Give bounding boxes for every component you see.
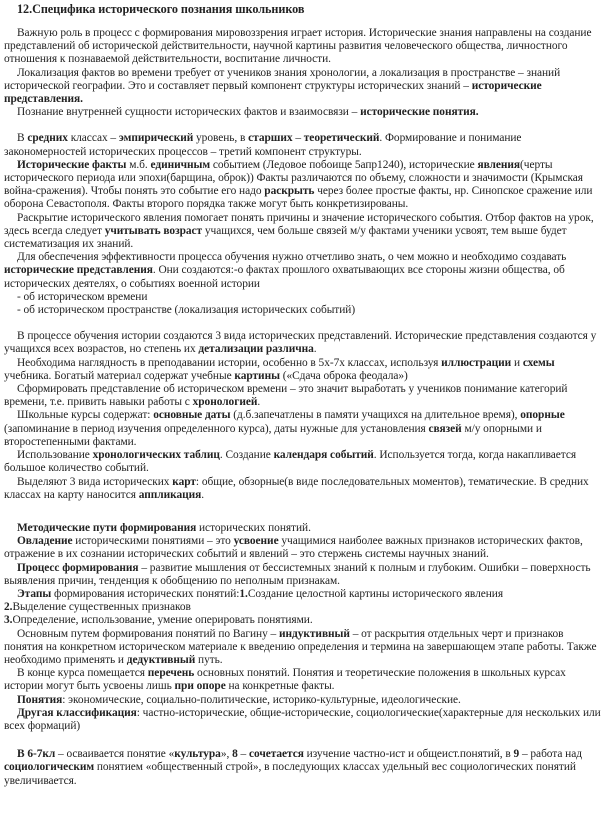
stage-item-3: [4, 614, 604, 627]
bold-term: индуктивный: [278, 627, 350, 640]
bold-term: картины: [234, 369, 280, 382]
text-run: м.б.: [126, 158, 151, 171]
bold-term: 9: [513, 748, 520, 761]
text-run: историческими понятиями – это: [72, 535, 234, 548]
paragraph-concept-types: [4, 694, 604, 707]
text-run: Определение, использование, умение оперировать понятиями.: [12, 614, 313, 627]
text-run: »,: [220, 748, 233, 761]
bold-term: карт: [172, 475, 196, 488]
text-run: . Создание: [219, 449, 274, 462]
text-run: основных понятий. Понятия и теоретические положения в школьных курсах истории могут быть усвоены лишь: [4, 667, 566, 693]
bold-term: сочетается: [248, 748, 304, 761]
bold-term: хронологических таблиц: [92, 449, 220, 462]
paragraph-levels: [4, 132, 604, 158]
bold-term: средних: [27, 132, 68, 145]
paragraph-three-kinds: [4, 330, 604, 356]
bold-term: перечень: [147, 667, 195, 680]
text-run: формирования исторических понятий:: [51, 587, 240, 600]
text-run: м/у опорными и второстепенными фактами.: [4, 422, 542, 448]
text-run: : частно-исторические, общие-исторические, социологические(характерные для нескольких или всех формаций): [4, 706, 601, 732]
bold-term: Этапы: [17, 587, 52, 600]
paragraph-stages: [4, 588, 604, 601]
text-run: уровень, в: [193, 132, 249, 145]
text-run: – работа над: [519, 748, 582, 761]
text-run: - об историческом пространстве (локализация исторических событий): [17, 304, 356, 317]
bold-term: дедуктивный: [126, 653, 196, 666]
paragraph-time-representation: [4, 383, 604, 409]
text-run: Выделяют 3 вида исторических: [17, 475, 173, 488]
bold-term: Овладение: [17, 535, 73, 548]
bold-term: Методические пути формирования: [17, 521, 197, 534]
bold-term: исторические представления: [4, 264, 153, 277]
text-run: и: [511, 356, 523, 369]
text-run: - об историческом времени: [17, 290, 148, 303]
bold-term: календаря событий: [273, 449, 374, 462]
bold-term: Другая классификация: [17, 706, 137, 719]
text-run: на конкретные факты.: [225, 680, 335, 693]
paragraph-concept-list: [4, 667, 604, 693]
text-run: . Используется тогда, когда накапливается большое количество событий.: [4, 449, 577, 475]
bold-term: Процесс формирования: [17, 561, 139, 574]
text-run: понятием «общественный строй», в последующих классах удельный вес социологических понятий увеличивается.: [4, 761, 576, 787]
bold-term: 1.: [239, 587, 248, 600]
text-run: исторических понятий.: [196, 521, 311, 534]
text-run: .: [201, 488, 205, 501]
bold-term: Исторические факты: [17, 158, 127, 171]
text-run: Необходима наглядность в преподавании истории, особенно в 5х-7х классах, используя: [17, 356, 442, 369]
bold-term: явления: [477, 158, 521, 171]
text-run: : общие, обзорные(в виде последовательных моментов), тематические. В средних классах на карту наносится: [4, 475, 589, 501]
paragraph-inductive-path: [4, 628, 604, 668]
document-page: [4, 3, 604, 788]
text-run: путь.: [195, 653, 223, 666]
bold-term: исторические понятия.: [360, 106, 479, 119]
bold-term: опорные: [520, 409, 565, 422]
text-run: – осваивается понятие «: [55, 748, 175, 761]
paragraph-maps: [4, 476, 604, 502]
text-run: Создание целостной картины исторического явления: [247, 587, 504, 600]
text-run: В: [17, 132, 28, 145]
text-run: (запоминание в период изучения определенного курса), даты нужные для установления: [4, 422, 429, 435]
paragraph-formation-process: [4, 562, 604, 588]
bold-term: хронологией: [192, 396, 258, 409]
bold-term: детализации различна: [198, 343, 314, 356]
bold-term: учитывать возраст: [104, 224, 203, 237]
text-run: В конце курса помещается: [17, 667, 148, 680]
bold-term: 3.: [4, 614, 13, 627]
text-run: Раскрытие исторического явления помогает понять причины и значение исторического события. Отбор фактов на урок, здесь всегда следует: [4, 211, 594, 237]
bold-term: культура: [174, 748, 221, 761]
text-run: Выделение существенных признаков: [12, 601, 191, 614]
bold-term: связей: [428, 422, 462, 435]
bold-term: эмпирический: [118, 132, 194, 145]
text-run: учебника. Богатый материал содержат учебные: [4, 369, 235, 382]
bold-term: усвоение: [233, 535, 279, 548]
paragraph-grades: [4, 748, 604, 788]
list-item-space: [4, 304, 604, 317]
text-run: учащихся, чем больше связей м/у фактами ученики усвоят, тем выше будет систематизация их знаний.: [4, 224, 567, 251]
paragraph-historical-facts: [4, 159, 604, 212]
bold-term: 8: [232, 748, 238, 761]
text-run: . Они создаются:-о фактах прошлого охватывающих все стороны жизни общества, об исторических деятелях, о событиях военной истории: [4, 264, 565, 290]
text-run: Важную роль в процесс с формирования мировоззрения играет история. Исторические знания направлены на создание представлений об исторической действительности, научной картины развития человеческого общества, личностного отношения к познаваемой действительности, воспитание личности.: [4, 27, 592, 66]
bold-term: единичным: [150, 158, 211, 171]
paragraph-other-classification: [4, 707, 604, 733]
text-run: изучение частно-ист и общеист.понятий, в: [303, 748, 514, 761]
paragraph-mastery: [4, 535, 604, 561]
text-run: .: [257, 396, 261, 409]
bold-term: схемы: [522, 356, 555, 369]
bold-term: аппликация: [138, 488, 202, 501]
text-run: Познание внутренней сущности исторических фактов и взаимосвязи –: [17, 106, 361, 119]
text-run: Для обеспечения эффективности процесса обучения нужно отчетливо знать, о чем можно и необходимо создавать: [17, 251, 567, 264]
paragraph-chronology-tables: [4, 449, 604, 475]
text-run: Школьные курсы содержат:: [17, 409, 154, 422]
paragraph-methodical-ways: [4, 522, 604, 535]
paragraph-worldview: [4, 27, 604, 67]
bold-term: исторические представления.: [4, 79, 542, 106]
text-run: –: [292, 132, 304, 145]
bold-term: 2.: [4, 601, 13, 614]
bold-term: Понятия: [17, 693, 63, 706]
text-run: (д.б.запечатлены в памяти учащихся на длительное время),: [230, 409, 521, 422]
stage-item-2: [4, 601, 604, 614]
text-run: событием (Ледовое побоище 5апр1240), исторические: [210, 158, 478, 171]
text-run: : экономические, социально-политические, историко-культурные, идеологические.: [62, 693, 461, 706]
text-run: В процессе обучения истории создаются 3 вида исторических представлений. Исторические представления создаются у учащихся всех возрастов, но степень их: [4, 330, 597, 356]
paragraph-school-courses: [4, 409, 604, 449]
paragraph-phenomenon-disclosure: [4, 212, 604, 252]
text-run: через более простые факты, нр. Синопское сражение или оборона Севастополя. Факты второго порядка также могут быть конкретизированы.: [4, 185, 593, 211]
paragraph-representations: [4, 251, 604, 291]
text-run: классах –: [67, 132, 119, 145]
text-run: . Формирование и понимание закономерностей исторических процессов – третий компонент структуры.: [4, 132, 522, 158]
text-run: –: [237, 748, 249, 761]
text-run: Использование: [17, 449, 93, 462]
text-run: («Сдача оброка феодала»): [279, 369, 408, 382]
text-run: Основным путем формирования понятий по Вагину –: [17, 627, 279, 640]
bold-term: социологическим: [4, 761, 95, 774]
bold-term: иллюстрации: [441, 356, 512, 369]
paragraph-essence: [4, 106, 604, 119]
bold-term: теоретический: [303, 132, 380, 145]
document-title: 12.Специфика исторического познания школьников: [17, 2, 305, 16]
text-run: .: [313, 343, 317, 356]
paragraph-visual-aids: [4, 357, 604, 383]
bold-term: основные даты: [153, 409, 231, 422]
text-run: Локализация фактов во времени требует от учеников знания хронологии, а локализация в пространстве – знаний исторической географии. Это и составляет первый компонент структуры исторических знаний –: [4, 66, 561, 92]
text-run: Сформировать представление об историческом времени – это значит выработать у учеников понимание категорий времени, т.е. привить навыки работы с: [4, 383, 568, 409]
text-run: – развитие мышления от бессистемных знаний к полным и глубоким. Ошибки – поверхность выявления причин, тенденция к обобщению по неполным признакам.: [4, 561, 591, 587]
paragraph-localization: [4, 67, 604, 107]
text-run: (черты исторического периода или эпохи(барщина, оброк)) Факты различаются по объему, сложности и значимости (Крымская война-сражения). Чтобы понять это событие его надо: [4, 158, 583, 198]
bold-term: при опоре: [174, 680, 226, 693]
list-item-time: [4, 291, 604, 304]
text-run: – от раскрытия отдельных черт и признаков понятия на конкретном историческом материале к введению определения и термина на завершающем этапе работы. Также необходимо применять и: [4, 627, 597, 666]
bold-term: В 6-7кл: [17, 748, 56, 761]
text-run: учащимися наиболее важных признаков исторических фактов, отражение в их сознании исторических событий и явлений – это стержень системы научных знаний.: [4, 535, 583, 561]
bold-term: старших: [248, 132, 293, 145]
bold-term: раскрыть: [264, 185, 315, 198]
